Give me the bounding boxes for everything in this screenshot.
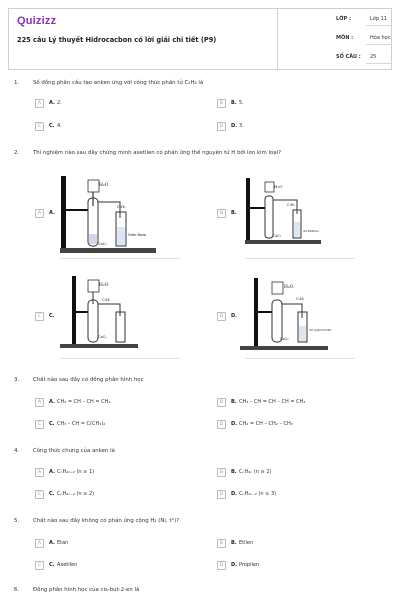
option-letter: B. xyxy=(231,540,237,546)
option-text: 4. xyxy=(57,123,62,129)
option-text: 5. xyxy=(239,100,244,106)
svg-text:dd KMnO₄: dd KMnO₄ xyxy=(303,229,319,233)
question-number: 1. xyxy=(14,80,20,86)
apparatus-figure-d xyxy=(240,274,340,352)
option-box: C xyxy=(35,561,44,570)
stand-base xyxy=(60,248,156,253)
option-box: A xyxy=(35,209,44,218)
meta-count xyxy=(278,54,394,68)
option-box: D xyxy=(217,122,226,131)
svg-text:H₂O: H₂O xyxy=(274,184,283,189)
apparatus-figure-a xyxy=(60,172,160,254)
svg-text:CaC₂: CaC₂ xyxy=(280,337,289,341)
option-box: C xyxy=(35,490,44,499)
option-letter: C. xyxy=(49,562,55,568)
option-letter: D. xyxy=(231,123,238,129)
divider xyxy=(366,25,392,26)
question-number: 2. xyxy=(14,150,20,156)
label-reagent: Nước Brom xyxy=(128,233,147,237)
svg-text:H₂O: H₂O xyxy=(99,283,109,288)
option-text: CₙH₂ₙ₋₂ (n ≥ 3) xyxy=(239,491,277,497)
question-text: Công thức chung của anken là xyxy=(33,448,115,454)
option-letter: A. xyxy=(49,100,55,106)
option-box: A xyxy=(35,99,44,108)
option-letter: C. xyxy=(49,123,55,129)
question-text: Số đồng phân cấu tạo anken ứng với công thức phân tử C₄H₈ là xyxy=(33,80,204,86)
svg-text:dd AgNO₃/NH₃: dd AgNO₃/NH₃ xyxy=(309,328,332,332)
option-box: A xyxy=(35,468,44,477)
option-letter: B. xyxy=(231,399,237,405)
option-box: B xyxy=(217,539,226,548)
option-box: D xyxy=(217,312,226,321)
apparatus-figure-b xyxy=(245,176,325,248)
option-text: 3. xyxy=(239,123,244,129)
meta-value: 25 xyxy=(370,54,377,60)
meta-subject xyxy=(278,35,394,49)
option-letter: B. xyxy=(231,469,237,475)
meta-key: MÔN : xyxy=(336,35,354,41)
option-box: C xyxy=(35,312,44,321)
option-text: Etilen xyxy=(239,540,254,546)
question-text: Chất nào sau đây có đồng phân hình học xyxy=(33,377,144,383)
option-letter: A. xyxy=(49,399,55,405)
svg-text:CaC₂: CaC₂ xyxy=(98,335,107,339)
svg-text:C₂H₂: C₂H₂ xyxy=(102,298,111,302)
option-letter: C. xyxy=(49,421,55,427)
divider xyxy=(366,44,392,45)
option-text: Axetilen xyxy=(57,562,78,568)
option-letter: D. xyxy=(231,491,238,497)
meta-value: Lớp 11 xyxy=(370,16,387,22)
svg-text:H₂O: H₂O xyxy=(284,285,294,290)
page-title: 225 câu Lý thuyết Hidrocacbon có lời giải chi tiết (P9) xyxy=(17,36,217,44)
option-box: C xyxy=(35,122,44,131)
option-box: C xyxy=(35,420,44,429)
question-number: 5. xyxy=(14,518,20,524)
option-text: CH₂ = CH – CH = CH₂ xyxy=(57,399,111,405)
divider xyxy=(60,358,180,359)
meta-value: Hóa học xyxy=(370,35,391,41)
option-box: B xyxy=(217,209,226,218)
option-letter: A. xyxy=(49,210,55,216)
option-letter: C. xyxy=(49,313,55,319)
option-text: CH₂ = CH – CH₂ – CH₃ xyxy=(239,421,293,427)
question-number: 4. xyxy=(14,448,20,454)
option-letter: D. xyxy=(231,421,238,427)
option-letter: C. xyxy=(49,491,55,497)
worksheet-header xyxy=(8,8,392,70)
meta-class xyxy=(278,16,394,30)
meta-key: SỐ CÂU : xyxy=(336,54,361,60)
label-solid: CaC₂ xyxy=(98,242,107,246)
question-text: Chất nào sau đây không có phản ứng cộng H₂ (Ni, t°)? xyxy=(33,518,180,524)
option-text: CₙH₂ₙ₋₂ (n ≥ 2) xyxy=(57,491,95,497)
option-letter: B. xyxy=(231,100,237,106)
option-letter: D. xyxy=(231,313,238,319)
option-box: B xyxy=(217,99,226,108)
option-box: B xyxy=(217,398,226,407)
option-text: CₙH₂ₙ (n ≥ 2) xyxy=(239,469,272,475)
option-box: D xyxy=(217,561,226,570)
option-text: CH₃ – CH = C(CH₃)₂ xyxy=(57,421,106,427)
option-box: D xyxy=(217,490,226,499)
question-number: 6. xyxy=(14,587,20,593)
option-box: A xyxy=(35,398,44,407)
meta-key: LỚP : xyxy=(336,16,351,22)
quizizz-logo: Quizizz xyxy=(17,15,57,27)
meta-box xyxy=(277,9,393,69)
apparatus-figure-c xyxy=(60,272,140,350)
option-text: Propilen xyxy=(239,562,260,568)
svg-text:C₂H₂: C₂H₂ xyxy=(287,203,295,207)
divider xyxy=(245,358,355,359)
divider xyxy=(60,258,180,259)
option-letter: A. xyxy=(49,540,55,546)
option-text: CH₃ – CH = CH – CH = CH₂ xyxy=(239,399,306,405)
question-number: 3. xyxy=(14,377,20,383)
svg-text:CaC₂: CaC₂ xyxy=(273,234,282,238)
divider xyxy=(366,63,392,64)
label-gas: C₂H₂ xyxy=(117,205,126,209)
option-box: A xyxy=(35,539,44,548)
option-box: D xyxy=(217,420,226,429)
option-text: 2. xyxy=(57,100,62,106)
option-letter: A. xyxy=(49,469,55,475)
label-water: H₂O xyxy=(99,183,109,188)
option-letter: D. xyxy=(231,562,238,568)
option-letter: B. xyxy=(231,210,237,216)
question-text: Đồng phân hình học của cis-but-2-en là xyxy=(33,587,140,593)
stand-rod xyxy=(61,176,66,250)
option-box: B xyxy=(217,468,226,477)
svg-text:C₂H₂: C₂H₂ xyxy=(296,297,305,301)
question-text: Thí nghiệm nào sau đây chứng minh axetilen có phản ứng thế nguyên tử H bởi ion kim loại? xyxy=(33,150,281,156)
option-text: Etan xyxy=(57,540,69,546)
option-text: CₙH₂ₙ₊₂ (n ≥ 1) xyxy=(57,469,95,475)
divider xyxy=(245,258,355,259)
